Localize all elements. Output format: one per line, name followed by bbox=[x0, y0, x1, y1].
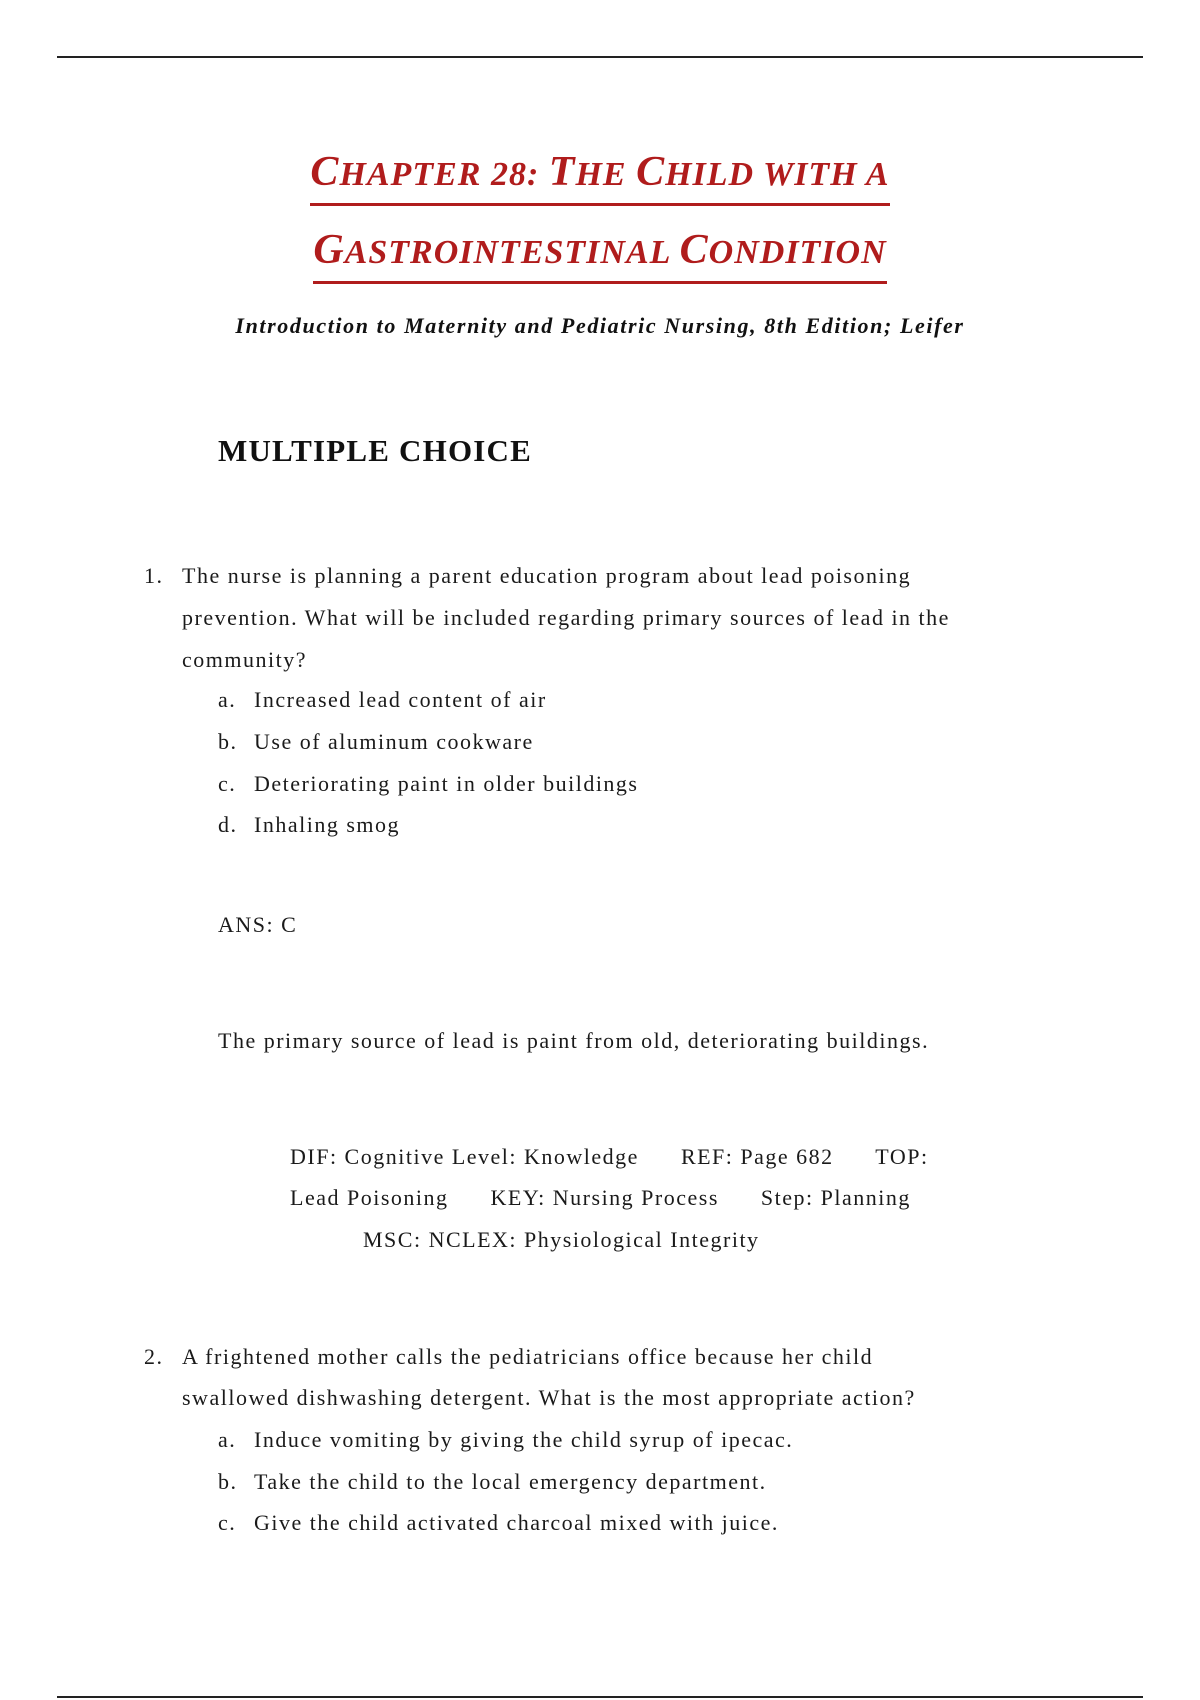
option-letter: a. bbox=[218, 1427, 237, 1452]
title-text: HAPTER 28: bbox=[339, 156, 549, 193]
section-heading: MULTIPLE CHOICE bbox=[218, 433, 532, 468]
bottom-rule bbox=[57, 1696, 1143, 1698]
option-text: Deteriorating paint in older buildings bbox=[254, 771, 639, 796]
option-text: Inhaling smog bbox=[254, 812, 400, 837]
question-stem-line: community? bbox=[182, 647, 307, 672]
title-initial: C bbox=[679, 227, 709, 273]
title-text: HE bbox=[575, 156, 637, 193]
option-text: Give the child activated charcoal mixed with juice. bbox=[254, 1510, 779, 1535]
answer-key: ANS: C bbox=[218, 912, 298, 937]
title-initial: C bbox=[636, 149, 666, 195]
question-stem-line: The nurse is planning a parent education program about lead poisoning bbox=[182, 563, 912, 588]
option-letter: d. bbox=[218, 812, 238, 837]
option-letter: c. bbox=[218, 771, 237, 796]
question-stem-line: swallowed dishwashing detergent. What is the most appropriate action? bbox=[182, 1385, 916, 1410]
option-letter: b. bbox=[218, 729, 238, 754]
option-letter: a. bbox=[218, 687, 237, 712]
question-number: 1. bbox=[144, 563, 164, 588]
title-text: ONDITION bbox=[708, 234, 887, 271]
option-letter: c. bbox=[218, 1510, 237, 1535]
title-initial: T bbox=[548, 149, 576, 195]
metadata-line: MSC: NCLEX: Physiological Integrity bbox=[363, 1227, 760, 1252]
option-text: Take the child to the local emergency department. bbox=[254, 1469, 767, 1494]
book-subtitle: Introduction to Maternity and Pediatric Nursing, 8th Edition; Leifer bbox=[235, 313, 965, 338]
chapter-title-line-2 bbox=[0, 228, 1200, 284]
chapter-title-line-1 bbox=[0, 150, 1200, 206]
question-stem-line: A frightened mother calls the pediatricians office because her child bbox=[182, 1344, 874, 1369]
title-text: ASTROINTESTINAL bbox=[344, 234, 680, 271]
top-rule bbox=[57, 56, 1143, 58]
metadata-line: DIF: Cognitive Level: Knowledge REF: Page 682 TOP: bbox=[290, 1144, 929, 1169]
question-stem-line: prevention. What will be included regarding primary sources of lead in the bbox=[182, 605, 950, 630]
metadata-line: Lead Poisoning KEY: Nursing Process Step: Planning bbox=[290, 1185, 911, 1210]
title-initial: G bbox=[313, 227, 345, 273]
option-text: Increased lead content of air bbox=[254, 687, 547, 712]
question-number: 2. bbox=[144, 1344, 164, 1369]
option-text: Induce vomiting by giving the child syrup of ipecac. bbox=[254, 1427, 794, 1452]
rationale-text: The primary source of lead is paint from old, deteriorating buildings. bbox=[218, 1028, 930, 1053]
title-initial: C bbox=[310, 149, 340, 195]
option-text: Use of aluminum cookware bbox=[254, 729, 534, 754]
option-letter: b. bbox=[218, 1469, 238, 1494]
title-text: HILD WITH A bbox=[665, 156, 890, 193]
